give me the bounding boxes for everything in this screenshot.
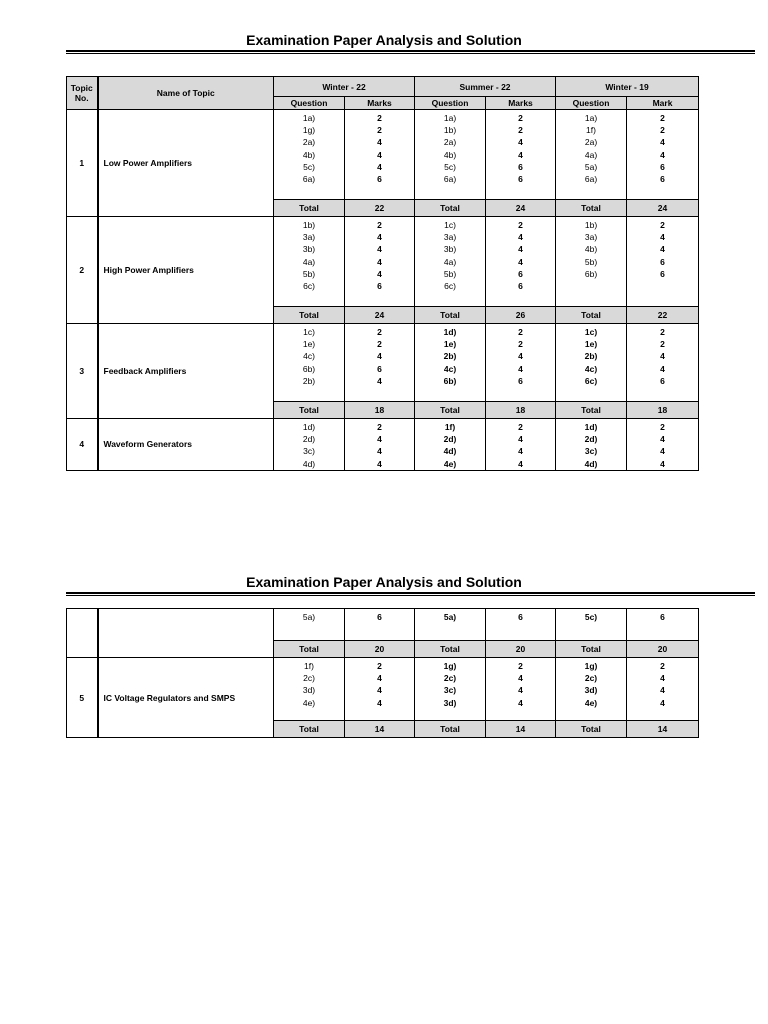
marks-value: 4 xyxy=(377,256,382,267)
question-value: 6c) xyxy=(303,280,315,291)
total-label: Total xyxy=(274,641,345,658)
marks-cell xyxy=(486,658,556,721)
question-value: 1f) xyxy=(444,422,456,432)
marks-value: 6 xyxy=(518,173,523,184)
header-marks: Mark xyxy=(627,97,699,110)
header-session: Winter - 19 xyxy=(556,77,699,97)
marks-value: 2 xyxy=(660,339,665,350)
analysis-table xyxy=(66,76,699,471)
marks-value: 4 xyxy=(518,351,523,362)
question-value: 4e) xyxy=(584,697,598,708)
total-label: Total xyxy=(274,307,345,324)
marks-value: 4 xyxy=(660,363,665,374)
marks-value: 6 xyxy=(660,612,665,622)
question-cell xyxy=(274,658,345,721)
marks-value: 2 xyxy=(518,220,523,230)
marks-cell xyxy=(486,419,556,471)
question-value: 1d) xyxy=(302,422,316,432)
question-value: 1d) xyxy=(584,422,598,432)
question-value: 2a) xyxy=(443,137,457,148)
question-value: 3c) xyxy=(443,685,457,696)
marks-value: 2 xyxy=(377,661,382,671)
marks-value: 4 xyxy=(377,434,382,445)
marks-value: 4 xyxy=(518,673,523,684)
topic-row xyxy=(67,658,699,721)
question-value: 2b) xyxy=(584,351,598,362)
topic-row xyxy=(67,217,699,307)
question-cell xyxy=(556,419,627,471)
topic-row xyxy=(67,324,699,402)
question-value: 5c) xyxy=(444,161,456,172)
question-value: 4e) xyxy=(302,697,316,708)
marks-value: 4 xyxy=(377,161,382,172)
question-value: 1f) xyxy=(304,661,314,671)
marks-value: 4 xyxy=(518,256,523,267)
marks-value: 4 xyxy=(518,697,523,708)
total-value: 26 xyxy=(486,307,556,324)
marks-value: 4 xyxy=(518,446,523,457)
total-label: Total xyxy=(556,721,627,738)
marks-cell xyxy=(486,110,556,200)
marks-value: 4 xyxy=(518,137,523,148)
question-value: 4c) xyxy=(443,363,457,374)
question-value: 1e) xyxy=(443,339,457,350)
question-value: 1a) xyxy=(584,113,598,123)
marks-value: 6 xyxy=(518,161,523,172)
marks-cell xyxy=(627,609,699,641)
question-cell xyxy=(415,110,486,200)
question-value: 2b) xyxy=(443,351,457,362)
marks-cell xyxy=(345,324,415,402)
marks-value: 2 xyxy=(660,327,665,337)
question-value: 5c) xyxy=(303,161,315,172)
header-session: Summer - 22 xyxy=(415,77,556,97)
question-value: 5a) xyxy=(443,612,457,622)
question-value: 2a) xyxy=(302,137,316,148)
total-value: 18 xyxy=(486,402,556,419)
question-value: 5b) xyxy=(584,256,598,267)
marks-value: 6 xyxy=(660,161,665,172)
marks-value: 4 xyxy=(660,434,665,445)
total-label: Total xyxy=(274,721,345,738)
question-value: 3a) xyxy=(302,232,316,243)
question-value: 2a) xyxy=(584,137,598,148)
question-cell xyxy=(556,217,627,307)
title-rule xyxy=(66,592,755,596)
marks-value: 6 xyxy=(660,256,665,267)
marks-value: 4 xyxy=(660,149,665,160)
question-value: 4d) xyxy=(302,458,316,469)
marks-value: 4 xyxy=(660,137,665,148)
topic-name xyxy=(98,609,274,658)
question-value: 1d) xyxy=(443,327,457,337)
marks-value: 2 xyxy=(518,422,523,432)
question-value: 1b) xyxy=(443,125,457,136)
total-value: 24 xyxy=(345,307,415,324)
total-label: Total xyxy=(415,307,486,324)
marks-value: 2 xyxy=(660,125,665,136)
marks-value: 6 xyxy=(660,173,665,184)
question-cell xyxy=(556,110,627,200)
question-value: 6b) xyxy=(584,268,598,279)
marks-cell xyxy=(627,110,699,200)
question-value: 1b) xyxy=(302,220,316,230)
marks-cell xyxy=(627,324,699,402)
question-value: 1g) xyxy=(443,661,457,671)
question-value: 1b) xyxy=(584,220,598,230)
marks-value: 4 xyxy=(377,685,382,696)
total-value: 20 xyxy=(345,641,415,658)
question-value: 3b) xyxy=(443,244,457,255)
marks-value: 4 xyxy=(377,244,382,255)
question-value: 4e) xyxy=(443,458,457,469)
marks-cell xyxy=(627,419,699,471)
question-value: 1g) xyxy=(302,125,316,136)
total-label: Total xyxy=(274,402,345,419)
marks-value: 2 xyxy=(660,661,665,671)
question-cell xyxy=(274,324,345,402)
question-value: 1c) xyxy=(584,327,598,337)
question-value: 3a) xyxy=(443,232,457,243)
topic-number: 3 xyxy=(67,324,98,419)
marks-value: 2 xyxy=(660,220,665,230)
question-value: 4b) xyxy=(584,244,598,255)
question-value: 4c) xyxy=(303,351,315,362)
topic-name: Low Power Amplifiers xyxy=(98,110,274,217)
question-value: 1c) xyxy=(303,327,315,337)
total-label: Total xyxy=(556,200,627,217)
marks-value: 4 xyxy=(377,149,382,160)
question-value: 3c) xyxy=(584,446,598,457)
marks-value: 4 xyxy=(518,685,523,696)
marks-value: 2 xyxy=(377,125,382,136)
marks-value: 6 xyxy=(377,363,382,374)
question-value: 3d) xyxy=(443,697,457,708)
question-value: 4b) xyxy=(443,149,457,160)
question-value: 1a) xyxy=(443,113,457,123)
total-label: Total xyxy=(415,641,486,658)
marks-value: 4 xyxy=(377,458,382,469)
topic-number: 5 xyxy=(67,658,98,738)
question-value: 6a) xyxy=(302,173,316,184)
marks-value: 4 xyxy=(660,244,665,255)
marks-value: 4 xyxy=(377,375,382,386)
marks-cell xyxy=(486,324,556,402)
question-value: 4d) xyxy=(584,458,598,469)
header-topic-no: Topic No. xyxy=(67,77,98,110)
question-value: 3a) xyxy=(584,232,598,243)
question-value: 1a) xyxy=(302,113,316,123)
marks-value: 6 xyxy=(518,375,523,386)
marks-value: 2 xyxy=(518,661,523,671)
marks-value: 4 xyxy=(660,673,665,684)
page-title: Examination Paper Analysis and Solution xyxy=(246,32,522,48)
question-cell xyxy=(556,658,627,721)
total-label: Total xyxy=(274,200,345,217)
marks-value: 4 xyxy=(660,351,665,362)
marks-value: 2 xyxy=(660,113,665,123)
marks-value: 4 xyxy=(518,458,523,469)
total-label: Total xyxy=(415,721,486,738)
question-value: 3b) xyxy=(302,244,316,255)
total-value: 20 xyxy=(627,641,699,658)
header-name-of-topic: Name of Topic xyxy=(98,77,274,110)
marks-value: 4 xyxy=(377,137,382,148)
total-value: 24 xyxy=(627,200,699,217)
page-title: Examination Paper Analysis and Solution xyxy=(246,574,522,590)
topic-number: 2 xyxy=(67,217,98,324)
question-value: 2c) xyxy=(443,673,457,684)
topic-name: IC Voltage Regulators and SMPS xyxy=(98,658,274,738)
total-value: 18 xyxy=(627,402,699,419)
total-label: Total xyxy=(556,402,627,419)
topic-number: 1 xyxy=(67,110,98,217)
marks-value: 2 xyxy=(518,125,523,136)
question-cell xyxy=(556,324,627,402)
marks-value: 2 xyxy=(377,113,382,123)
question-value: 4a) xyxy=(443,256,457,267)
marks-cell xyxy=(627,217,699,307)
question-cell xyxy=(274,609,345,641)
marks-value: 2 xyxy=(518,113,523,123)
marks-value: 2 xyxy=(377,220,382,230)
question-cell xyxy=(415,217,486,307)
total-value: 14 xyxy=(627,721,699,738)
marks-value: 4 xyxy=(377,351,382,362)
header-marks: Marks xyxy=(345,97,415,110)
analysis-table-continued xyxy=(66,608,699,738)
question-value: 4a) xyxy=(302,256,316,267)
marks-value: 4 xyxy=(660,685,665,696)
marks-value: 6 xyxy=(377,280,382,291)
header-session: Winter - 22 xyxy=(274,77,415,97)
question-cell xyxy=(556,609,627,641)
question-value: 1e) xyxy=(584,339,598,350)
total-value: 22 xyxy=(345,200,415,217)
question-cell xyxy=(415,324,486,402)
marks-value: 2 xyxy=(377,422,382,432)
question-value: 5b) xyxy=(302,268,316,279)
question-value: 6b) xyxy=(302,363,316,374)
question-value: 2c) xyxy=(584,673,598,684)
question-value: 3d) xyxy=(302,685,316,696)
marks-value: 4 xyxy=(660,458,665,469)
total-value: 14 xyxy=(486,721,556,738)
marks-value: 2 xyxy=(660,422,665,432)
topic-row xyxy=(67,609,699,641)
question-value: 4d) xyxy=(443,446,457,457)
question-value: 2d) xyxy=(443,434,457,445)
question-cell xyxy=(415,609,486,641)
total-label: Total xyxy=(415,402,486,419)
question-value: 2c) xyxy=(303,673,315,684)
marks-cell xyxy=(627,658,699,721)
marks-value: 6 xyxy=(660,268,665,279)
marks-value: 2 xyxy=(377,327,382,337)
marks-cell xyxy=(345,419,415,471)
question-value: 4b) xyxy=(302,149,316,160)
marks-value: 4 xyxy=(660,446,665,457)
question-cell xyxy=(415,658,486,721)
question-cell xyxy=(274,419,345,471)
header-question: Question xyxy=(556,97,627,110)
question-value: 2b) xyxy=(302,375,316,386)
total-value: 20 xyxy=(486,641,556,658)
question-value: 2d) xyxy=(584,434,598,445)
topic-row xyxy=(67,419,699,471)
marks-value: 4 xyxy=(518,232,523,243)
topic-name: Feedback Amplifiers xyxy=(98,324,274,419)
question-value: 5c) xyxy=(584,612,598,622)
marks-value: 4 xyxy=(377,446,382,457)
marks-value: 4 xyxy=(518,363,523,374)
header-marks: Marks xyxy=(486,97,556,110)
topic-row xyxy=(67,110,699,200)
topic-number xyxy=(67,609,98,658)
title-rule xyxy=(66,50,755,54)
marks-value: 4 xyxy=(518,244,523,255)
marks-value: 6 xyxy=(660,375,665,386)
question-value: 6a) xyxy=(584,173,598,184)
total-value: 24 xyxy=(486,200,556,217)
question-value: 5a) xyxy=(302,612,316,622)
total-label: Total xyxy=(556,307,627,324)
marks-value: 4 xyxy=(518,149,523,160)
header-question: Question xyxy=(415,97,486,110)
question-value: 6b) xyxy=(443,375,457,386)
marks-cell xyxy=(345,110,415,200)
question-cell xyxy=(274,110,345,200)
question-value: 4a) xyxy=(584,149,598,160)
marks-cell xyxy=(345,609,415,641)
marks-value: 4 xyxy=(377,232,382,243)
marks-cell xyxy=(345,217,415,307)
marks-value: 6 xyxy=(377,173,382,184)
total-value: 18 xyxy=(345,402,415,419)
marks-value: 2 xyxy=(377,339,382,350)
question-value: 5a) xyxy=(584,161,598,172)
marks-value: 6 xyxy=(377,612,382,622)
marks-cell xyxy=(345,658,415,721)
topic-name: Waveform Generators xyxy=(98,419,274,471)
question-value: 2d) xyxy=(302,434,316,445)
question-value: 4c) xyxy=(584,363,598,374)
marks-value: 6 xyxy=(518,280,523,291)
marks-value: 4 xyxy=(660,697,665,708)
question-value: 6c) xyxy=(584,375,598,386)
question-value: 1e) xyxy=(302,339,316,350)
marks-value: 4 xyxy=(377,697,382,708)
marks-cell xyxy=(486,217,556,307)
marks-value: 4 xyxy=(518,434,523,445)
question-cell xyxy=(274,217,345,307)
marks-value: 4 xyxy=(660,232,665,243)
question-value: 1f) xyxy=(586,125,596,136)
question-value: 3c) xyxy=(303,446,315,457)
marks-value: 6 xyxy=(518,268,523,279)
marks-value: 6 xyxy=(518,612,523,622)
topic-name: High Power Amplifiers xyxy=(98,217,274,324)
question-value: 1c) xyxy=(444,220,456,230)
total-label: Total xyxy=(556,641,627,658)
total-value: 14 xyxy=(345,721,415,738)
header-question: Question xyxy=(274,97,345,110)
total-label: Total xyxy=(415,200,486,217)
question-value: 6c) xyxy=(444,280,456,291)
marks-cell xyxy=(486,609,556,641)
question-value: 1g) xyxy=(584,661,598,671)
question-cell xyxy=(415,419,486,471)
total-value: 22 xyxy=(627,307,699,324)
marks-value: 2 xyxy=(518,339,523,350)
question-value: 6a) xyxy=(443,173,457,184)
marks-value: 4 xyxy=(377,673,382,684)
topic-number: 4 xyxy=(67,419,98,471)
question-value: 5b) xyxy=(443,268,457,279)
question-value: 3d) xyxy=(584,685,598,696)
marks-value: 2 xyxy=(518,327,523,337)
marks-value: 4 xyxy=(377,268,382,279)
